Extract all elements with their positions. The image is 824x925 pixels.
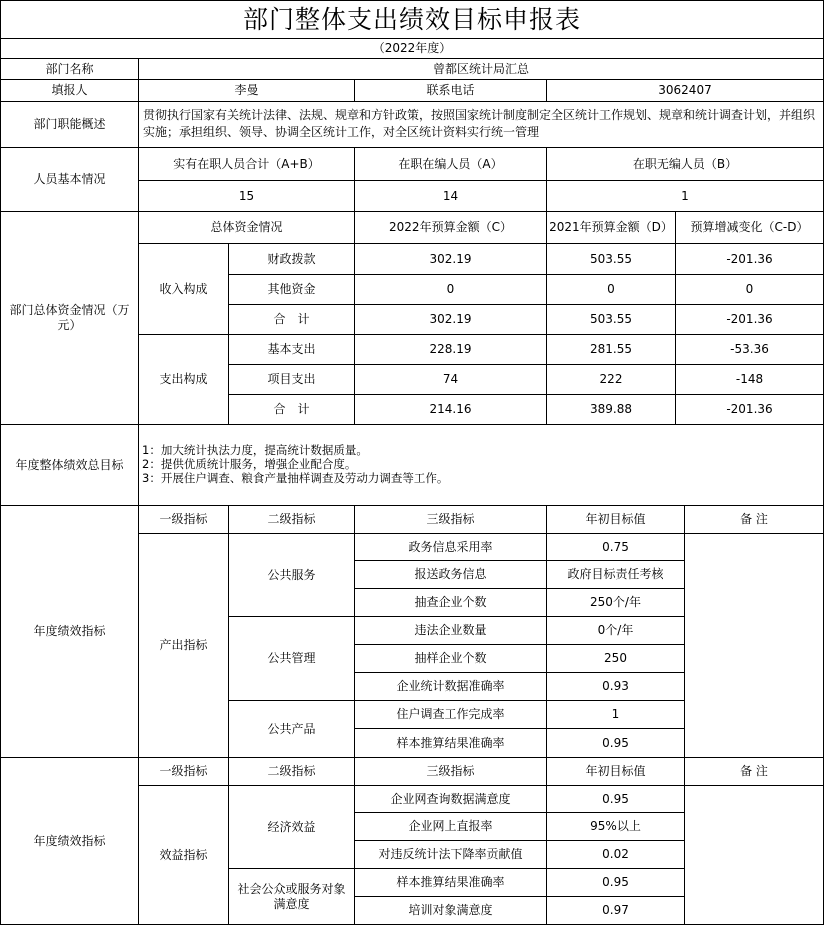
- perf-level2: 社会公众或服务对象满意度: [237, 881, 346, 911]
- expense-row-c: 228.19: [429, 342, 472, 356]
- perf-level3: 违法企业数量: [414, 623, 487, 637]
- perf-header: 一级指标: [159, 512, 208, 526]
- expense-row-c: 214.16: [429, 402, 472, 416]
- perf-level3: 样本推算结果准确率: [396, 735, 505, 750]
- goal-label: 年度整体绩效总目标: [15, 457, 124, 472]
- expense-row-diff: -53.36: [730, 342, 769, 356]
- funds-header: 预算增减变化（C-D）: [690, 220, 809, 234]
- year-label: （2022年度）: [372, 41, 452, 55]
- dept-name-value: 曾都区统计局汇总: [432, 61, 529, 76]
- phone-label: 联系电话: [426, 83, 475, 97]
- perf-label: 年度绩效指标: [33, 624, 106, 638]
- expense-row-name: 合 计: [273, 402, 310, 416]
- perf-target: 0.95: [602, 791, 629, 806]
- perf-level3: 政务信息采用率: [408, 539, 493, 554]
- income-row-name: 合 计: [273, 312, 310, 326]
- income-row-name: 财政拨款: [267, 251, 316, 266]
- income-row-c: 302.19: [429, 312, 472, 326]
- perf-target: 政府目标责任考核: [567, 567, 664, 581]
- filler-value: 李曼: [234, 83, 259, 97]
- perf-level3: 培训对象满意度: [408, 903, 493, 917]
- perf-target: 0.02: [602, 847, 629, 861]
- perf-level2: 公共服务: [267, 567, 316, 582]
- perf-target: 0.95: [602, 875, 629, 889]
- funds-header: 2021年预算金额（D）: [549, 220, 673, 234]
- income-row-diff: -201.36: [726, 312, 773, 326]
- duty-label: 部门职能概述: [33, 117, 106, 131]
- expense-row-d: 222: [599, 372, 623, 386]
- funds-header: 2022年预算金额（C）: [389, 220, 512, 234]
- income-row-d: 0: [607, 282, 615, 296]
- duty-text: 贯彻执行国家有关统计法律、法规、规章和方针政策，按照国家统计制度制定全区统计工作规划、规章和统计调查计划，并组织实施；承担组织、领导、协调全区统计工作，对全区统计资料实行统一管理: [143, 108, 816, 139]
- perf-header: 三级指标: [426, 764, 475, 778]
- perf-level1: 产出指标: [159, 638, 208, 652]
- perf-header: 备 注: [740, 764, 768, 778]
- income-row-c: 302.19: [429, 251, 472, 266]
- perf-level1: 效益指标: [159, 847, 208, 862]
- perf-target: 95%以上: [590, 819, 641, 833]
- perf-header: 一级指标: [159, 764, 208, 778]
- staff-header: 实有在职人员合计（A+B）: [173, 156, 320, 171]
- perf-level3: 抽样企业个数: [414, 651, 487, 665]
- perf-level3: 住户调查工作完成率: [396, 707, 505, 721]
- income-row-name: 其他资金: [267, 282, 316, 296]
- perf-header: 三级指标: [426, 512, 475, 526]
- expense-row-name: 项目支出: [267, 372, 316, 386]
- perf-target: 0.93: [602, 679, 629, 693]
- perf-target: 250个/年: [590, 595, 641, 609]
- staff-label: 人员基本情况: [33, 172, 106, 186]
- perf-level3: 报送政务信息: [414, 567, 487, 581]
- expense-row-diff: -201.36: [726, 402, 773, 416]
- perf-target: 250: [604, 651, 627, 665]
- staff-value: 15: [238, 188, 255, 203]
- income-label: 收入构成: [159, 281, 208, 296]
- funds-header: 总体资金情况: [210, 220, 283, 234]
- goal-text: 1：加大统计执法力度，提高统计数据质量。 2：提供优质统计服务，增强企业配合度。 3：开展住户调查、粮食产量抽样调查及劳动力调查等工作。: [142, 443, 449, 485]
- perf-header: 备 注: [740, 512, 768, 526]
- perf-header: 二级指标: [267, 512, 316, 526]
- staff-value: 1: [681, 188, 689, 203]
- perf-level2: 公共管理: [267, 651, 316, 665]
- perf-target: 0.75: [602, 539, 629, 554]
- perf-target: 0个/年: [597, 623, 634, 637]
- income-row-d: 503.55: [590, 251, 632, 266]
- expense-row-d: 389.88: [590, 402, 632, 416]
- perf-level2: 公共产品: [267, 721, 316, 736]
- income-row-d: 503.55: [590, 312, 632, 326]
- perf-level2: 经济效益: [267, 819, 316, 834]
- perf-level3: 对违反统计法下降率贡献值: [378, 847, 523, 861]
- expense-label: 支出构成: [159, 372, 208, 386]
- staff-header: 在职在编人员（A）: [398, 156, 503, 171]
- funds-label: 部门总体资金情况（万元）: [9, 303, 130, 332]
- perf-target: 1: [611, 707, 620, 721]
- income-row-diff: 0: [745, 282, 754, 296]
- grid-line: [684, 505, 685, 925]
- perf-target: 0.97: [602, 903, 629, 917]
- perf-target: 0.95: [602, 735, 629, 750]
- perf-level3: 企业统计数据准确率: [396, 679, 505, 693]
- expense-row-c: 74: [442, 372, 459, 386]
- staff-value: 14: [442, 188, 459, 203]
- staff-header: 在职无编人员（B）: [632, 156, 738, 171]
- perf-level3: 企业网上直报率: [408, 819, 493, 833]
- expense-row-name: 基本支出: [267, 342, 316, 356]
- perf-header: 年初目标值: [585, 512, 646, 526]
- phone-value: 3062407: [658, 83, 712, 97]
- expense-row-diff: -148: [735, 372, 764, 386]
- perf-level3: 样本推算结果准确率: [396, 875, 505, 889]
- perf-header: 年初目标值: [585, 764, 646, 778]
- income-row-c: 0: [446, 282, 455, 296]
- perf-header: 二级指标: [267, 764, 316, 778]
- page-title: 部门整体支出绩效目标申报表: [242, 5, 581, 34]
- income-row-diff: -201.36: [726, 251, 773, 266]
- filler-label: 填报人: [51, 83, 88, 97]
- perf-label: 年度绩效指标: [33, 833, 106, 848]
- expense-row-d: 281.55: [590, 342, 632, 356]
- perf-level3: 企业网查询数据满意度: [390, 791, 511, 806]
- perf-level3: 抽查企业个数: [414, 595, 487, 609]
- dept-name-label: 部门名称: [45, 61, 94, 76]
